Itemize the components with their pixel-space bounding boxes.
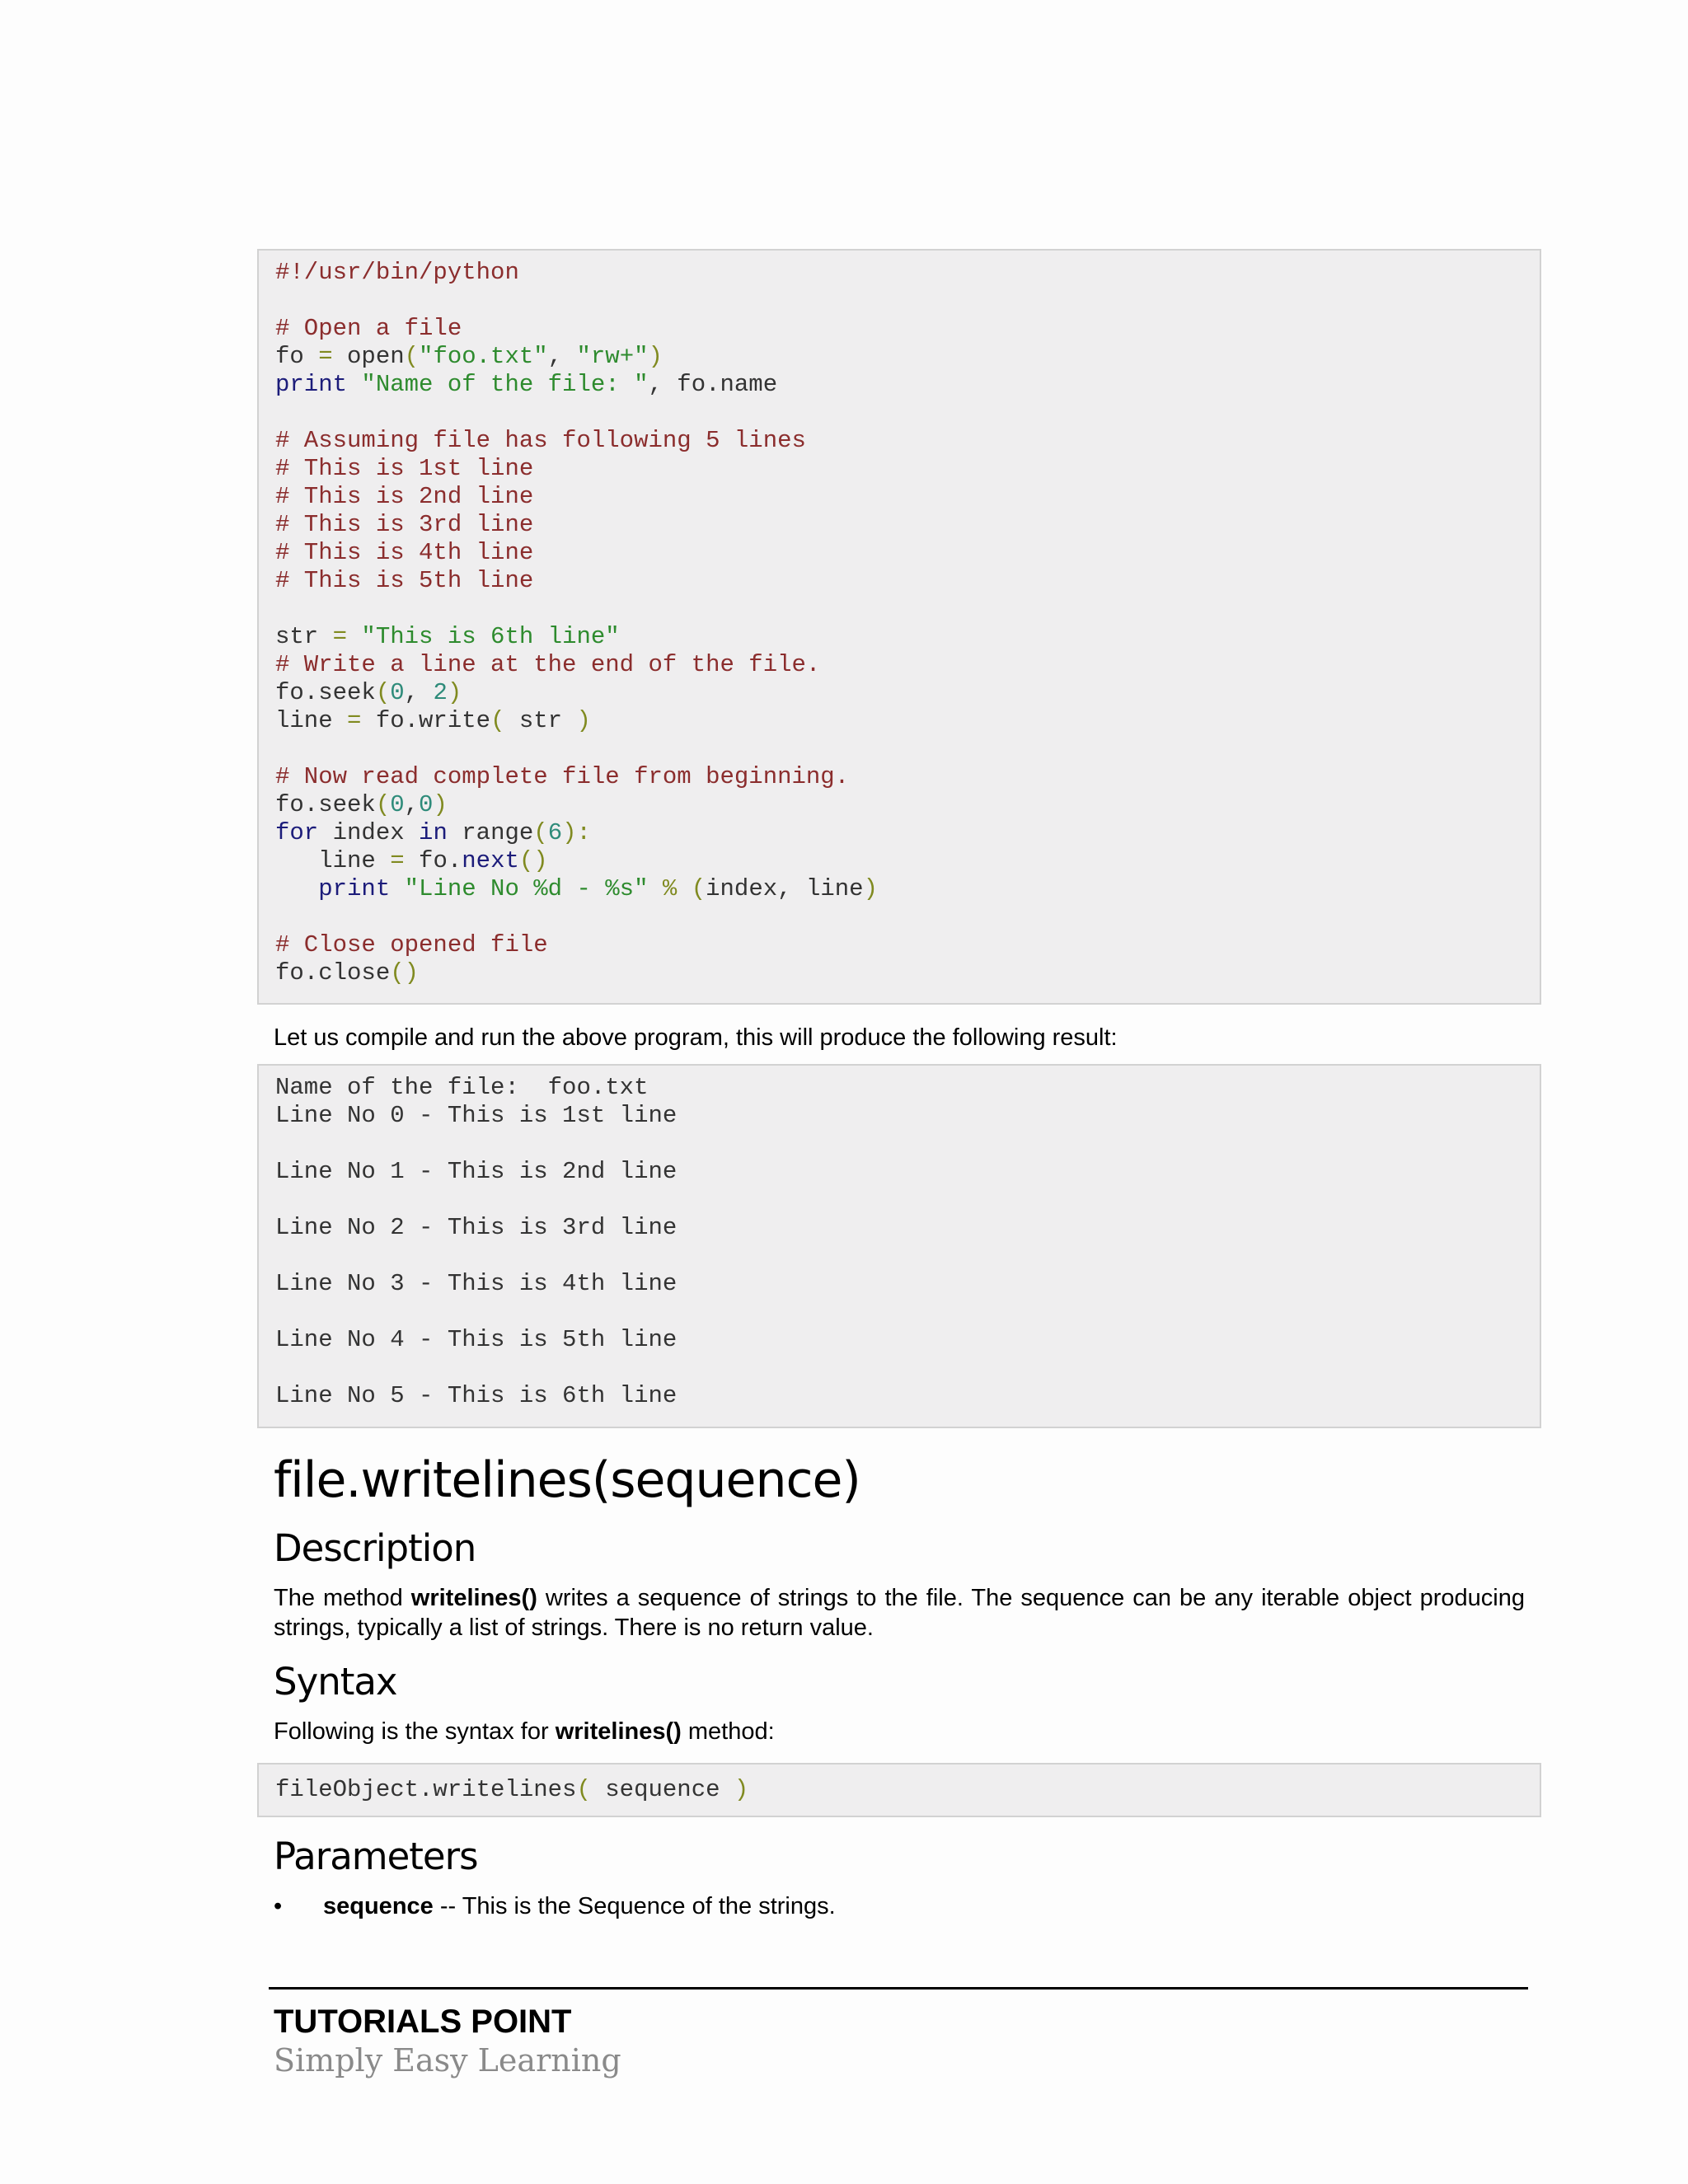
description-heading: Description <box>274 1526 476 1570</box>
code-operator: ) <box>734 1776 749 1803</box>
parameters-heading: Parameters <box>274 1835 478 1878</box>
syntax-code-block <box>257 1763 1541 1817</box>
code-operator: ): <box>562 819 591 846</box>
code-token: open <box>332 343 405 370</box>
code-comment: # Assuming file has following 5 lines <box>275 427 806 454</box>
code-string: "This is 6th line" <box>347 623 620 650</box>
code-operator: ( <box>490 707 505 734</box>
footer-brand: TUTORIALS POINT <box>274 2004 572 2040</box>
code-comment: # This is 2nd line <box>275 483 534 510</box>
syntax-text: Following is the syntax for <box>274 1718 556 1745</box>
parameter-name: sequence <box>323 1893 434 1919</box>
code-comment: # Now read complete file from beginning. <box>275 763 850 790</box>
output-line: Line No 2 - This is 3rd line <box>275 1214 678 1241</box>
code-token: str <box>275 623 333 650</box>
code-string: "Name of the file: " <box>347 371 649 398</box>
code-token: range <box>447 819 534 846</box>
code-operator: ) <box>576 707 591 734</box>
code-operator: () <box>518 847 548 874</box>
code-operator: = <box>332 623 348 650</box>
code-string: "rw+" <box>576 343 649 370</box>
code-token: index, line <box>706 875 864 902</box>
method-heading: file.writelines(sequence) <box>274 1451 860 1509</box>
code-token: fileObject.writelines <box>275 1776 577 1803</box>
code-token: fo.seek <box>275 679 376 706</box>
output-block <box>257 1064 1541 1428</box>
bullet-icon: • <box>274 1893 283 1919</box>
code-operator: = <box>347 707 362 734</box>
code-string: "foo.txt" <box>419 343 548 370</box>
method-name-bold: writelines() <box>410 1585 537 1611</box>
code-token: , <box>404 679 434 706</box>
code-shebang: #!/usr/bin/python <box>275 259 519 286</box>
code-operator: % <box>648 875 692 902</box>
code-token: index <box>318 819 420 846</box>
syntax-text: method: <box>681 1718 775 1745</box>
parameter-text <box>323 1891 836 1921</box>
code-token: line <box>275 847 391 874</box>
intro-paragraph: Let us compile and run the above program, this will produce the following result: <box>274 1024 1118 1051</box>
code-token: , <box>547 343 577 370</box>
code-operator: = <box>390 847 405 874</box>
code-operator: ) <box>447 679 462 706</box>
code-operator: ) <box>433 791 448 818</box>
code-operator: ( <box>404 343 420 370</box>
code-token: fo.seek <box>275 791 376 818</box>
code-operator: ( <box>375 679 391 706</box>
code-number: 0 <box>390 679 405 706</box>
code-operator: () <box>390 959 420 987</box>
code-comment: # Write a line at the end of the file. <box>275 651 821 678</box>
code-token: fo.write <box>361 707 491 734</box>
code-keyword: for <box>275 819 319 846</box>
output-line: Line No 5 - This is 6th line <box>275 1382 678 1409</box>
code-token: line <box>275 707 348 734</box>
code-number: 0 <box>390 791 405 818</box>
syntax-heading: Syntax <box>274 1660 397 1704</box>
output-line: Name of the file: foo.txt <box>275 1074 649 1101</box>
code-operator: ( <box>691 875 706 902</box>
description-paragraph <box>274 1583 1525 1643</box>
footer-divider <box>269 1987 1528 1990</box>
code-operator: ) <box>863 875 878 902</box>
code-token: , <box>404 791 420 818</box>
code-comment: # This is 4th line <box>275 539 534 566</box>
parameter-description: -- This is the Sequence of the strings. <box>433 1893 836 1919</box>
page-footer <box>269 1987 1528 2080</box>
syntax-paragraph <box>274 1717 1525 1746</box>
code-keyword: print <box>275 875 391 902</box>
code-token: fo <box>275 343 319 370</box>
code-operator: ( <box>576 1776 591 1803</box>
code-token: sequence <box>590 1776 734 1803</box>
output-line: Line No 0 - This is 1st line <box>275 1102 678 1129</box>
code-string: "Line No %d - %s" <box>390 875 649 902</box>
code-number: 6 <box>547 819 563 846</box>
output-line: Line No 3 - This is 4th line <box>275 1270 678 1297</box>
code-keyword: next <box>462 847 519 874</box>
code-comment: # This is 3rd line <box>275 511 534 538</box>
footer-tagline: Simply Easy Learning <box>274 2042 621 2079</box>
code-token: fo.close <box>275 959 391 987</box>
code-number: 2 <box>433 679 448 706</box>
code-operator: ( <box>375 791 391 818</box>
description-text: writes a sequence of strings to the file. The sequence can be any iterable object producing strings, typically a list of strings. There is no return value. <box>274 1585 1525 1641</box>
code-keyword: print <box>275 371 348 398</box>
code-operator: ( <box>533 819 548 846</box>
method-name-bold: writelines() <box>555 1718 682 1745</box>
code-operator: = <box>318 343 333 370</box>
code-comment: # Open a file <box>275 315 462 342</box>
parameter-item <box>274 1891 1525 1921</box>
code-comment: # Close opened file <box>275 931 548 958</box>
code-comment: # This is 5th line <box>275 567 534 594</box>
code-token: str <box>504 707 577 734</box>
code-keyword: in <box>419 819 448 846</box>
code-token: fo. <box>404 847 462 874</box>
code-comment: # This is 1st line <box>275 455 534 482</box>
output-line: Line No 1 - This is 2nd line <box>275 1158 678 1185</box>
page-content <box>257 249 1541 1921</box>
code-number: 0 <box>419 791 434 818</box>
output-line: Line No 4 - This is 5th line <box>275 1326 678 1353</box>
code-token: , fo.name <box>648 371 778 398</box>
description-text: The method <box>274 1585 411 1611</box>
code-example-block <box>257 249 1541 1005</box>
code-operator: ) <box>648 343 663 370</box>
